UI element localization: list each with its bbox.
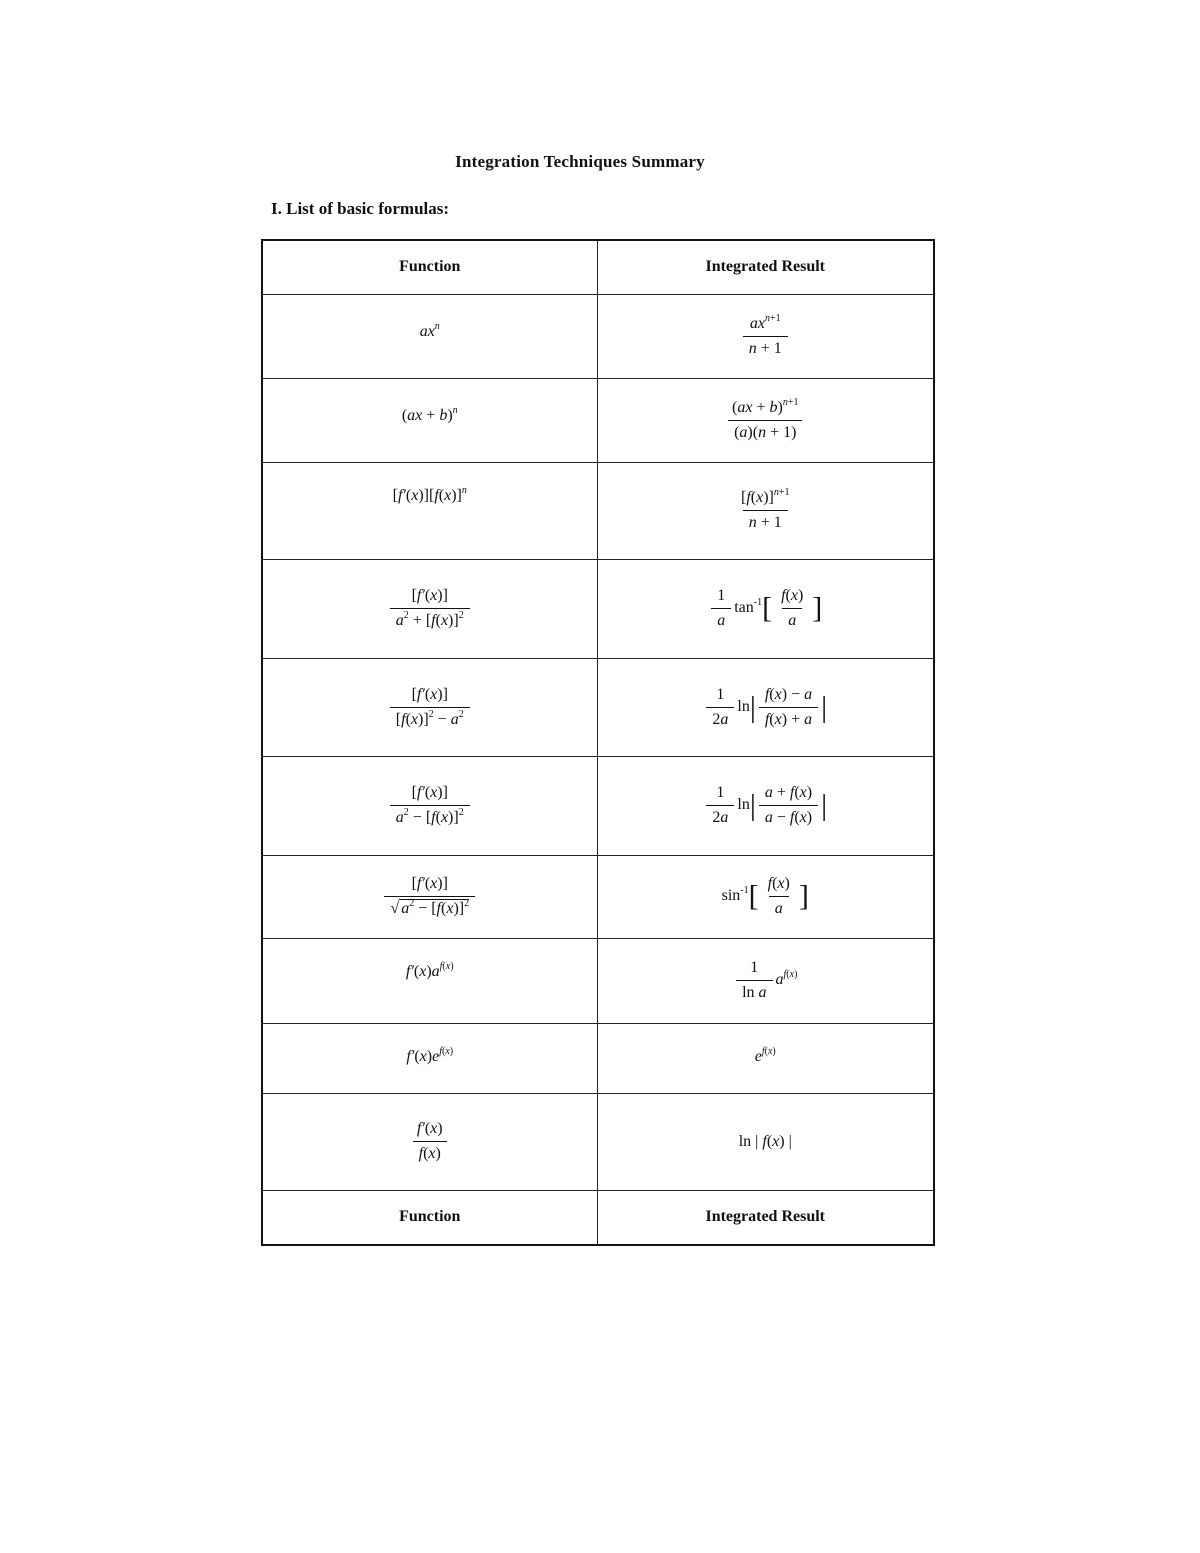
result-cell	[597, 294, 934, 378]
function-cell	[262, 559, 597, 658]
formula-f-power-n1-over-n1: $\frac{[f(x)]^{n+1}}{n + 1}$	[740, 487, 790, 531]
result-cell	[597, 855, 934, 938]
function-cell	[262, 658, 597, 756]
formula-ax-plus-b-power-n1-over-a-n1: $\frac{(ax + b)^{n+1}}{(a)(n + 1)}$	[726, 399, 804, 442]
formula-table	[261, 239, 935, 1246]
formula-ax-n: $ax^n$	[419, 320, 440, 340]
header-function: Function	[262, 240, 597, 294]
formula-fprime-times-f-power-n: $[f'(x)][f(x)]^n$	[392, 484, 467, 504]
table-row	[262, 462, 934, 559]
function-cell	[262, 1093, 597, 1190]
function-cell	[262, 1023, 597, 1093]
result-cell	[597, 1023, 934, 1093]
table-footer-row	[262, 1190, 934, 1245]
table-row	[262, 855, 934, 938]
table-row	[262, 938, 934, 1023]
formula-fprime-over-a2-plus-f2: $\frac{[f'(x)]}{a^2 + [f(x)]^2}$	[390, 587, 470, 630]
function-cell	[262, 462, 597, 559]
function-cell	[262, 855, 597, 938]
table-row	[262, 378, 934, 462]
table-row	[262, 658, 934, 756]
formula-arcsin-result: $\sin^{-1}$[ $\frac{f(x)}{a}$ ]	[721, 875, 809, 917]
result-cell	[597, 462, 934, 559]
table-row	[262, 294, 934, 378]
formula-fprime-over-f: $\frac{f'(x)}{f(x)}$	[411, 1120, 449, 1163]
document-title: Integration Techniques Summary	[455, 152, 705, 171]
formula-ln-abs-f: ln | f(x) |	[738, 1132, 792, 1150]
formula-fprime-a-power-f: $f'(x)a^{f(x)}$	[405, 960, 454, 980]
formula-a-power-f-over-ln-a: $\frac{1}{\text{ln a}}$ $a^{f(x)}$	[733, 971, 797, 988]
formula-fprime-over-sqrt-a2-minus-f2: $\frac{[f'(x)]}{√ a^2 - [f(x)]^2}$	[384, 875, 475, 918]
result-cell	[597, 658, 934, 756]
formula-e-power-f: $e^{f(x)}$	[754, 1045, 776, 1065]
result-cell	[597, 559, 934, 658]
table-header-row	[262, 240, 934, 294]
result-cell	[597, 378, 934, 462]
section-heading: I. List of basic formulas:	[271, 199, 450, 218]
function-cell	[262, 378, 597, 462]
formula-ax-plus-b-power-n: (ax + b)$^n$	[401, 404, 458, 424]
formula-arctan-result: $\frac{1}{a}$ $\tan^{-1}$[ $\frac{f(x)}{a}$ ]	[708, 599, 822, 616]
function-cell	[262, 938, 597, 1023]
function-cell	[262, 756, 597, 855]
table-row	[262, 1093, 934, 1190]
footer-integrated-result: Integrated Result	[597, 1190, 934, 1245]
formula-ax-n1-over-n1: $\frac{ax^{n+1}}{n + 1}$	[743, 315, 788, 358]
table-row	[262, 559, 934, 658]
formula-ln-a-plus-f-over-a-minus-f: $\frac{1}{2a}$ ln| $\frac{a + f(x)}{a - f(x)}$ |	[703, 796, 827, 813]
result-cell	[597, 938, 934, 1023]
formula-ln-f-minus-a-over-f-plus-a: $\frac{1}{2a}$ ln| $\frac{f(x) - a}{f(x) + a}$ |	[703, 698, 827, 715]
formula-fprime-e-power-f: $f'(x)e^{f(x)}$	[406, 1045, 454, 1065]
function-cell	[262, 294, 597, 378]
table-row	[262, 756, 934, 855]
footer-function: Function	[262, 1190, 597, 1245]
formula-fprime-over-a2-minus-f2: $\frac{[f'(x)]}{a^2 - [f(x)]^2}$	[390, 784, 470, 827]
formula-fprime-over-f2-minus-a2: $\frac{[f'(x)]}{[f(x)]^2 - a^2}$	[390, 686, 470, 729]
table-row	[262, 1023, 934, 1093]
result-cell	[597, 1093, 934, 1190]
header-integrated-result: Integrated Result	[597, 240, 934, 294]
result-cell	[597, 756, 934, 855]
